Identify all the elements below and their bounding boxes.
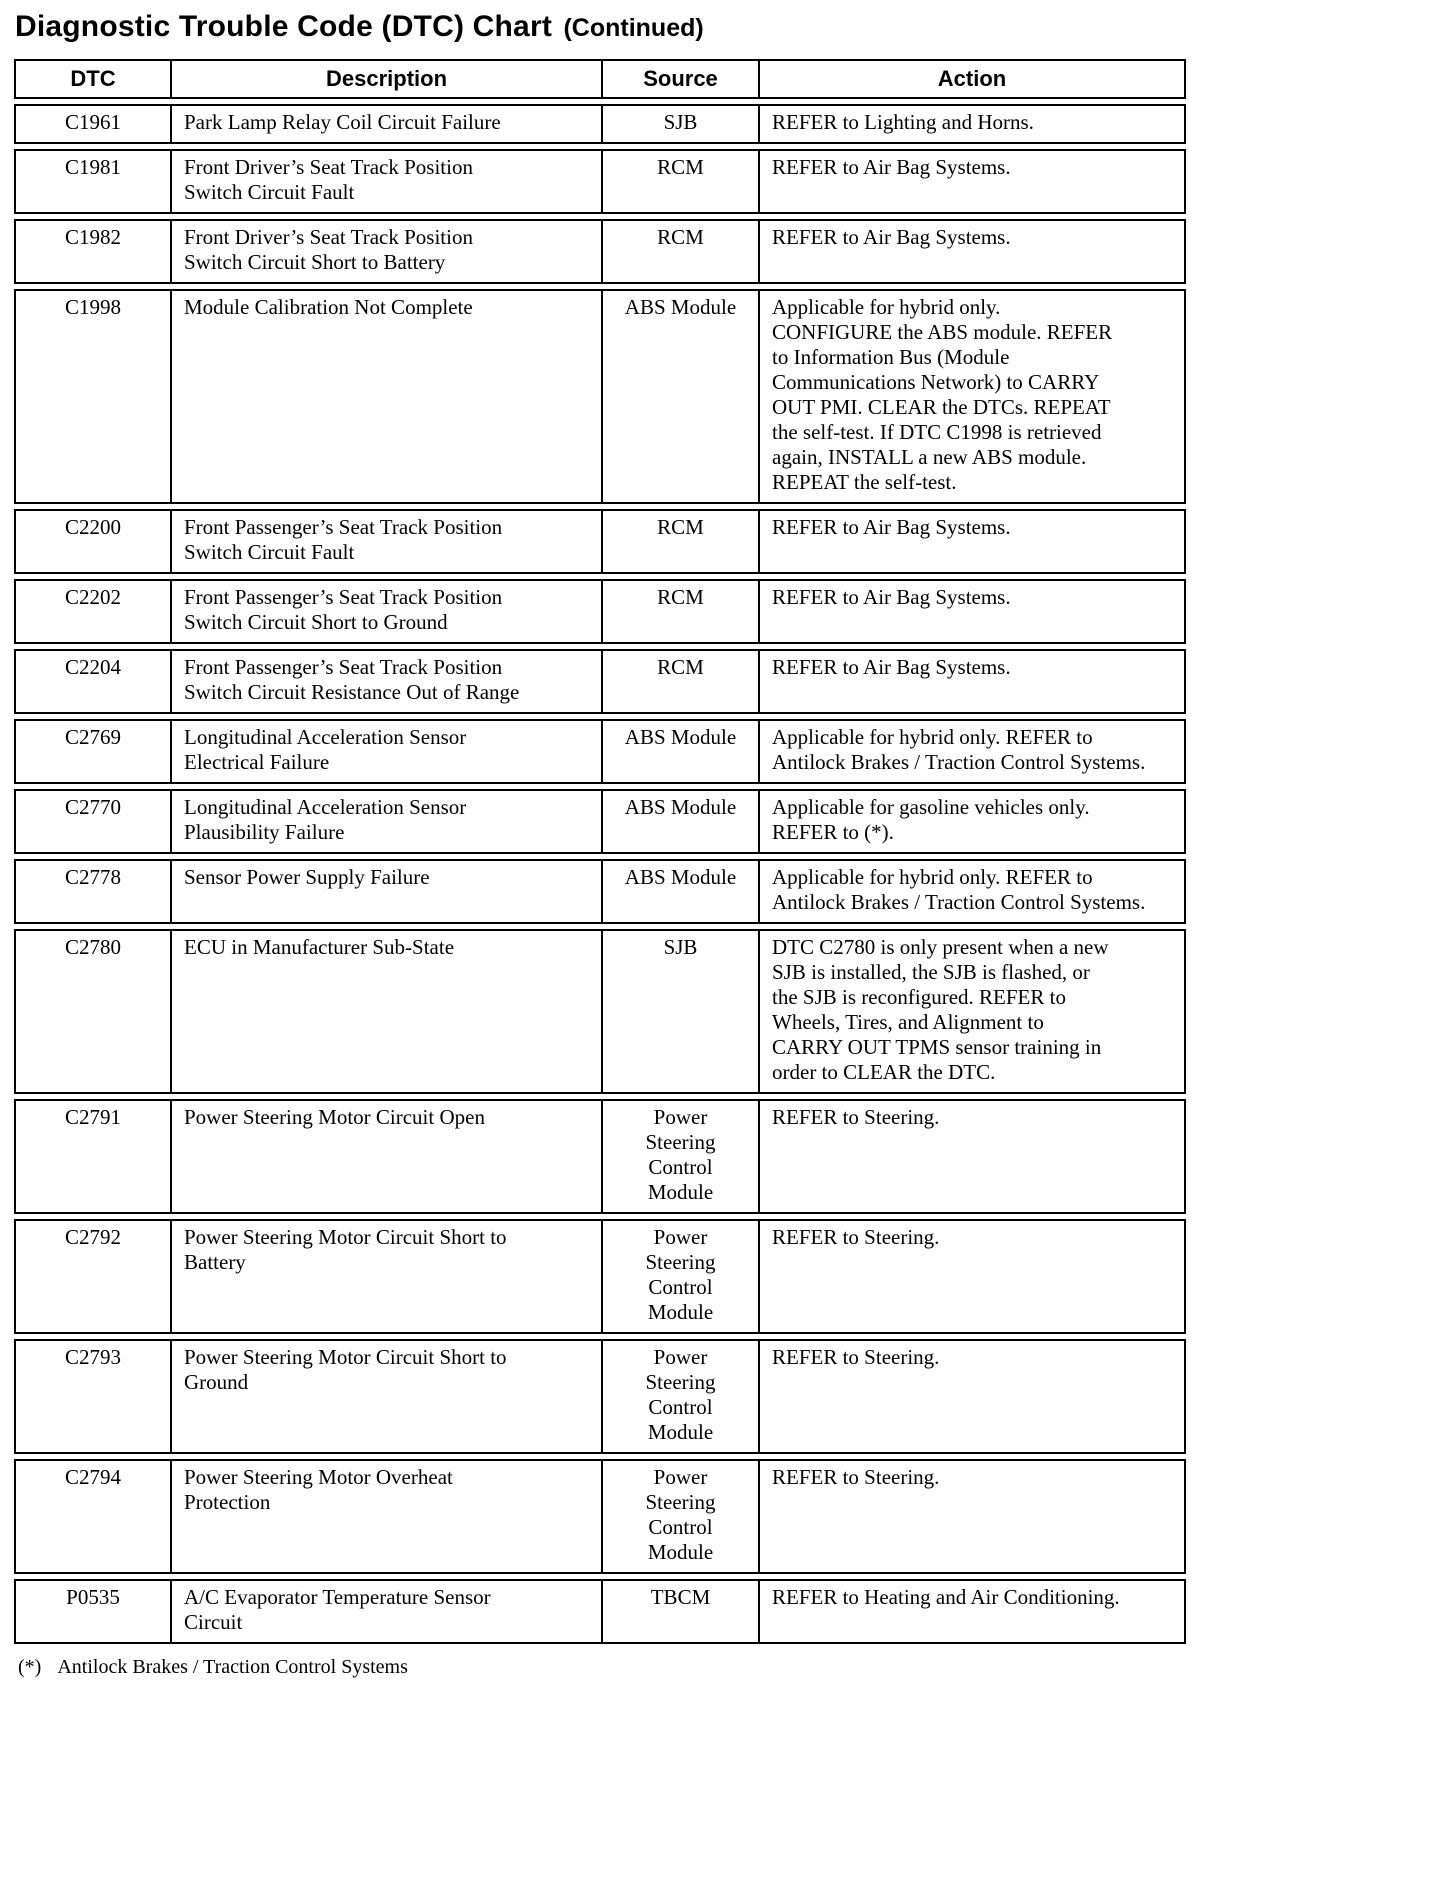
page-title — [15, 10, 1442, 44]
footnote-text: Antilock Brakes / Traction Control Systems — [57, 1656, 408, 1678]
description-cell: Longitudinal Acceleration Sensor Electrical Failure — [170, 719, 601, 784]
table-row — [14, 649, 1186, 714]
table-row — [14, 1219, 1186, 1334]
dtc-cell: C2778 — [14, 859, 170, 924]
source-cell: Power Steering Control Module — [601, 1339, 758, 1454]
description-cell: Front Passenger’s Seat Track Position Switch Circuit Short to Ground — [170, 579, 601, 644]
dtc-cell: C2791 — [14, 1099, 170, 1214]
table-row — [14, 929, 1186, 1094]
column-header-action: Action — [758, 59, 1186, 99]
action-cell: REFER to Air Bag Systems. — [758, 509, 1186, 574]
description-cell: Front Driver’s Seat Track Position Switch Circuit Fault — [170, 149, 601, 214]
action-cell: REFER to Air Bag Systems. — [758, 649, 1186, 714]
column-header-source: Source — [601, 59, 758, 99]
action-cell: REFER to Air Bag Systems. — [758, 579, 1186, 644]
description-cell: Sensor Power Supply Failure — [170, 859, 601, 924]
table-row — [14, 1459, 1186, 1574]
action-cell: Applicable for hybrid only. REFER to Antilock Brakes / Traction Control Systems. — [758, 719, 1186, 784]
source-cell: Power Steering Control Module — [601, 1099, 758, 1214]
action-cell: DTC C2780 is only present when a new SJB is installed, the SJB is flashed, or the SJB is reconfigured. REFER to Wheels, Tires, and Alignment to CARRY OUT TPMS sensor training in order to CLEAR the DTC. — [758, 929, 1186, 1094]
page-title-main: Diagnostic Trouble Code (DTC) Chart — [15, 10, 553, 43]
action-cell: Applicable for hybrid only. CONFIGURE the ABS module. REFER to Information Bus (Module Communications Network) to CARRY OUT PMI. CLEAR the DTCs. REPEAT the self-test. If DTC C1998 is retrieved again, INSTALL a new ABS module. REPEAT the self-test. — [758, 289, 1186, 504]
dtc-cell: C2793 — [14, 1339, 170, 1454]
source-cell: RCM — [601, 649, 758, 714]
description-cell: Power Steering Motor Circuit Open — [170, 1099, 601, 1214]
description-cell: Power Steering Motor Circuit Short to Battery — [170, 1219, 601, 1334]
page-title-suffix: (Continued) — [563, 14, 704, 42]
table-row — [14, 579, 1186, 644]
dtc-cell: C2202 — [14, 579, 170, 644]
action-cell: Applicable for hybrid only. REFER to Antilock Brakes / Traction Control Systems. — [758, 859, 1186, 924]
source-cell: RCM — [601, 509, 758, 574]
table-row — [14, 289, 1186, 504]
table-row — [14, 1579, 1186, 1644]
description-cell: Park Lamp Relay Coil Circuit Failure — [170, 104, 601, 144]
dtc-table — [14, 54, 1186, 1649]
description-cell: Longitudinal Acceleration Sensor Plausibility Failure — [170, 789, 601, 854]
source-cell: ABS Module — [601, 719, 758, 784]
dtc-cell: C1982 — [14, 219, 170, 284]
footnote — [18, 1656, 1442, 1679]
source-cell: ABS Module — [601, 289, 758, 504]
description-cell: Front Driver’s Seat Track Position Switch Circuit Short to Battery — [170, 219, 601, 284]
dtc-cell: C2780 — [14, 929, 170, 1094]
table-row — [14, 509, 1186, 574]
source-cell: Power Steering Control Module — [601, 1219, 758, 1334]
table-row — [14, 1099, 1186, 1214]
action-cell: REFER to Steering. — [758, 1099, 1186, 1214]
dtc-cell: C1981 — [14, 149, 170, 214]
dtc-cell: C2794 — [14, 1459, 170, 1574]
source-cell: RCM — [601, 579, 758, 644]
source-cell: RCM — [601, 219, 758, 284]
table-row — [14, 859, 1186, 924]
dtc-cell: C2204 — [14, 649, 170, 714]
source-cell: Power Steering Control Module — [601, 1459, 758, 1574]
dtc-cell: C2769 — [14, 719, 170, 784]
action-cell: REFER to Air Bag Systems. — [758, 149, 1186, 214]
description-cell: Power Steering Motor Circuit Short to Ground — [170, 1339, 601, 1454]
table-row — [14, 719, 1186, 784]
table-row — [14, 789, 1186, 854]
table-row — [14, 1339, 1186, 1454]
table-row — [14, 219, 1186, 284]
action-cell: REFER to Steering. — [758, 1339, 1186, 1454]
action-cell: REFER to Air Bag Systems. — [758, 219, 1186, 284]
description-cell: Power Steering Motor Overheat Protection — [170, 1459, 601, 1574]
table-row — [14, 104, 1186, 144]
description-cell: A/C Evaporator Temperature Sensor Circuit — [170, 1579, 601, 1644]
action-cell: REFER to Heating and Air Conditioning. — [758, 1579, 1186, 1644]
dtc-cell: C1961 — [14, 104, 170, 144]
description-cell: Front Passenger’s Seat Track Position Switch Circuit Resistance Out of Range — [170, 649, 601, 714]
source-cell: ABS Module — [601, 859, 758, 924]
dtc-cell: P0535 — [14, 1579, 170, 1644]
source-cell: RCM — [601, 149, 758, 214]
table-row — [14, 149, 1186, 214]
source-cell: SJB — [601, 929, 758, 1094]
column-header-dtc: DTC — [14, 59, 170, 99]
dtc-cell: C2792 — [14, 1219, 170, 1334]
dtc-cell: C2770 — [14, 789, 170, 854]
dtc-cell: C2200 — [14, 509, 170, 574]
description-cell: Front Passenger’s Seat Track Position Switch Circuit Fault — [170, 509, 601, 574]
column-header-description: Description — [170, 59, 601, 99]
description-cell: ECU in Manufacturer Sub-State — [170, 929, 601, 1094]
dtc-table-body — [14, 104, 1186, 1644]
action-cell: Applicable for gasoline vehicles only. REFER to (*). — [758, 789, 1186, 854]
action-cell: REFER to Steering. — [758, 1219, 1186, 1334]
action-cell: REFER to Steering. — [758, 1459, 1186, 1574]
footnote-marker: (*) — [18, 1656, 42, 1678]
source-cell: SJB — [601, 104, 758, 144]
action-cell: REFER to Lighting and Horns. — [758, 104, 1186, 144]
table-header-row — [14, 59, 1186, 99]
dtc-cell: C1998 — [14, 289, 170, 504]
source-cell: TBCM — [601, 1579, 758, 1644]
source-cell: ABS Module — [601, 789, 758, 854]
description-cell: Module Calibration Not Complete — [170, 289, 601, 504]
